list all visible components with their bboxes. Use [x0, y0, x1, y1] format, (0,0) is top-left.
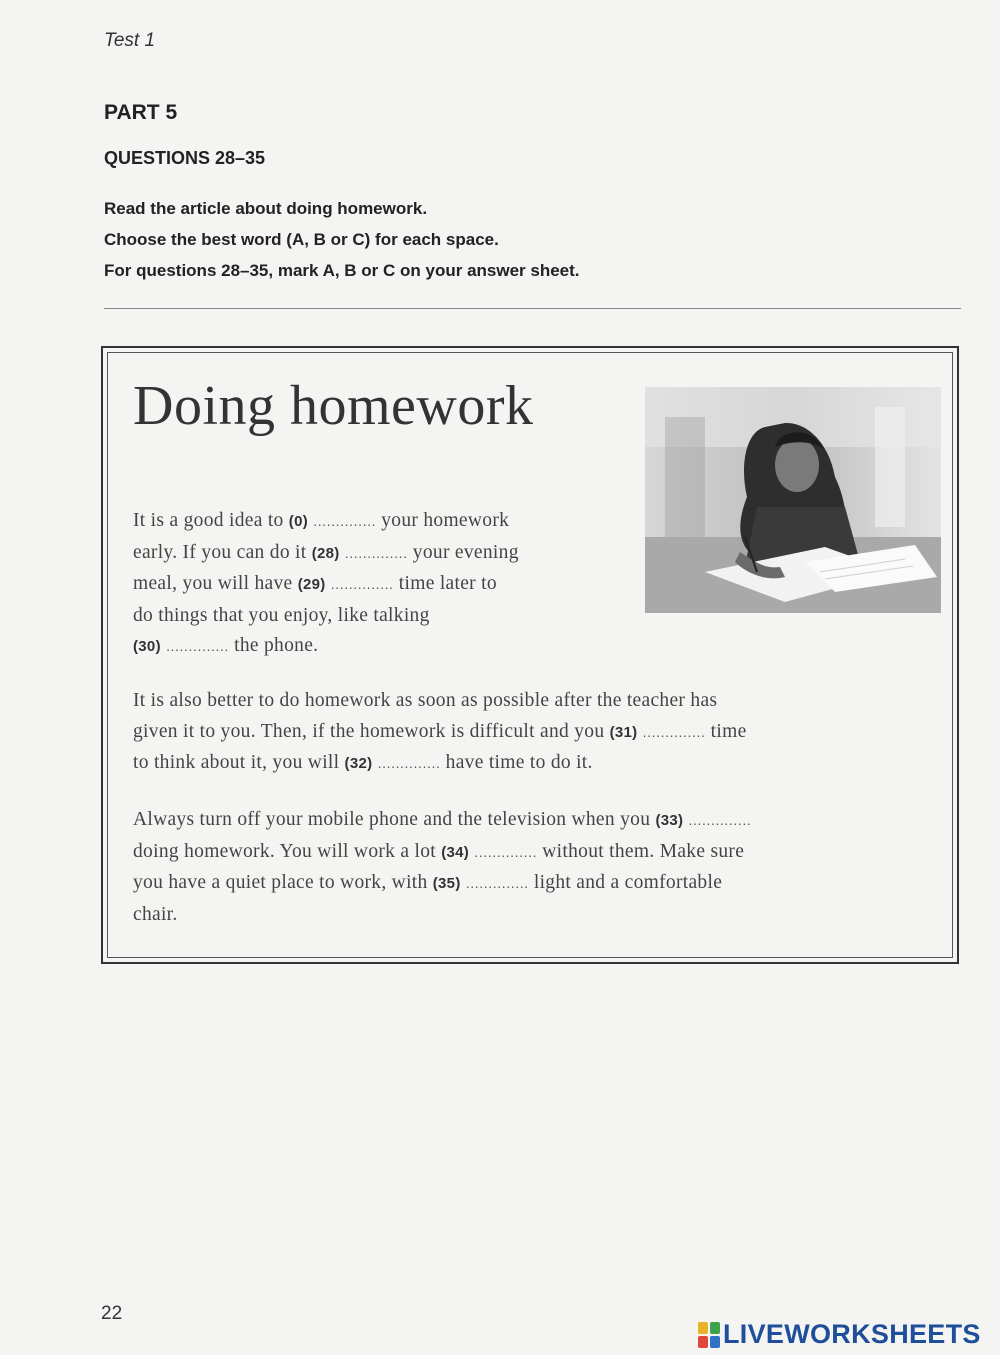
answer-gap[interactable]: ..............	[313, 513, 377, 529]
logo-text: LIVEWORKSHEETS	[723, 1319, 981, 1349]
gap-number: (32)	[344, 755, 373, 772]
answer-gap[interactable]: ..............	[465, 875, 529, 891]
instruction-line: Choose the best word (A, B or C) for each space.	[104, 230, 499, 249]
article-title: Doing homework	[133, 375, 534, 437]
liveworksheets-logo	[698, 1319, 981, 1350]
logo-square	[710, 1322, 720, 1334]
gap-number: (28)	[311, 544, 340, 562]
gap-number: (33)	[655, 812, 684, 829]
answer-gap[interactable]: ..............	[166, 638, 229, 654]
logo-square	[698, 1336, 708, 1348]
paragraph-1: It is a good idea to (0) .............. your homework early. If you can do it (28) .............. your evening meal, you will have (29) .............. time later to do things that you enjoy, like talking (30) .............. the phone.	[133, 510, 519, 656]
answer-gap[interactable]: ..............	[377, 755, 441, 771]
instruction-line: For questions 28–35, mark A, B or C on your answer sheet.	[104, 261, 580, 280]
gap-number: (34)	[441, 843, 470, 861]
answer-gap[interactable]: ..............	[642, 723, 706, 740]
article-photo	[645, 387, 941, 613]
answer-gap[interactable]: ..............	[688, 812, 752, 828]
logo-mark-icon	[698, 1322, 720, 1348]
page-number: 22	[101, 1303, 123, 1324]
logo-square	[710, 1336, 720, 1348]
divider	[104, 308, 961, 309]
instruction-line: Read the article about doing homework.	[104, 199, 428, 218]
gap-number: (30)	[133, 638, 161, 655]
paragraph-3: Always turn off your mobile phone and the television when you (33) .............. doing homework. You will work a lot (34) .............. without them. Make sure you have a quiet place to work, with (35) .............. light and a comfortable chair.	[133, 809, 752, 925]
answer-gap[interactable]: ..............	[330, 576, 394, 592]
gap-number: (35)	[432, 875, 461, 892]
gap-number: (29)	[297, 576, 326, 593]
gap-number: (31)	[609, 723, 638, 741]
paragraph-2: It is also better to do homework as soon as possible after the teacher has given it to you. Then, if the homework is difficult and you (31) .............. time to think about it, you will (32) .............. have time to do it.	[133, 690, 747, 773]
answer-gap[interactable]: ..............	[344, 544, 408, 561]
gap-number: (0)	[288, 513, 309, 530]
questions-title: QUESTIONS 28–35	[104, 148, 266, 168]
part-title: PART 5	[104, 101, 178, 124]
instructions	[104, 198, 580, 291]
test-label: Test 1	[104, 30, 156, 51]
answer-gap[interactable]: ..............	[474, 843, 538, 860]
logo-square	[698, 1322, 708, 1334]
